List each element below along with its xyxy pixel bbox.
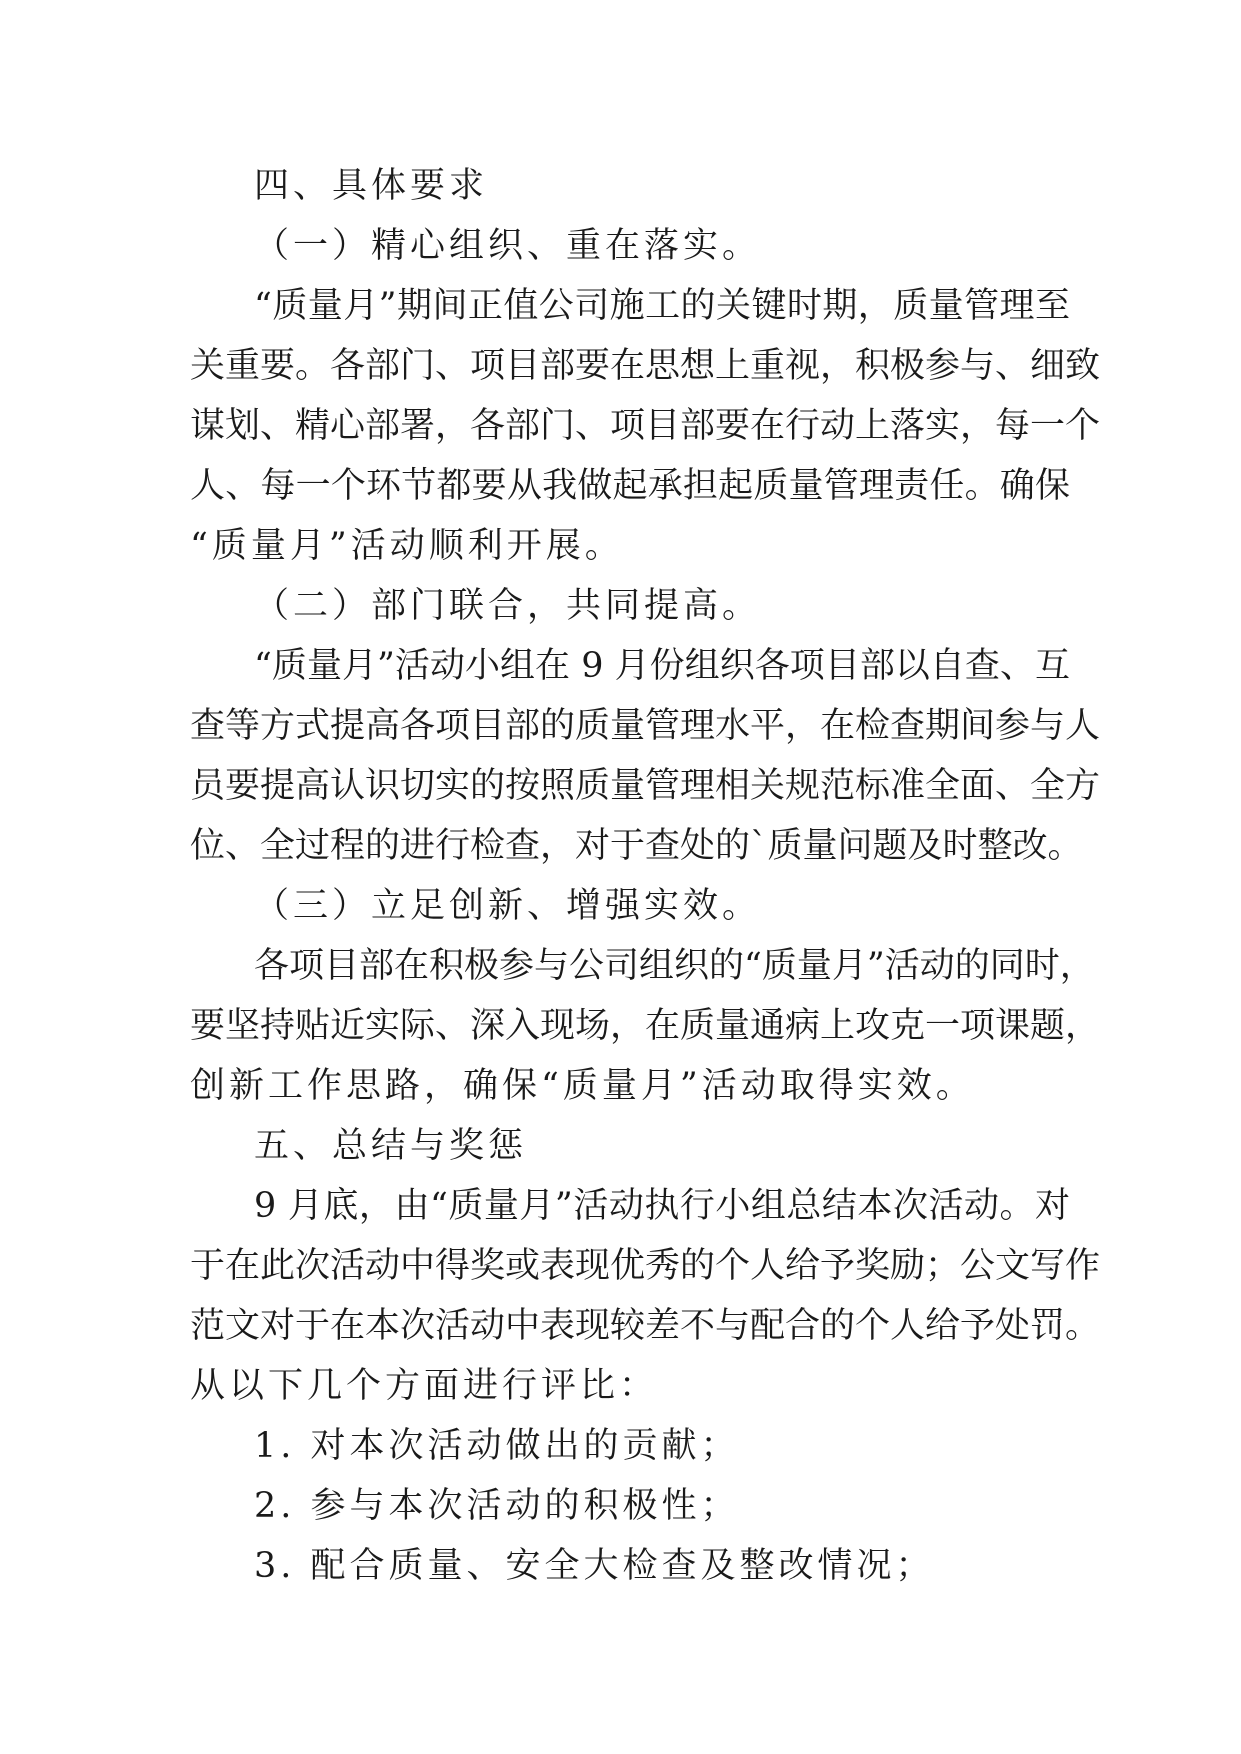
section-heading-summary: 五、总结与奖惩	[254, 1126, 528, 1166]
paragraph-line: 范文对于在本次活动中表现较差不与配合的个人给予处罚。	[190, 1306, 1101, 1346]
paragraph-line: 从以下几个方面进行评比：	[190, 1366, 659, 1406]
paragraph-line: 位、全过程的进行检查，对于查处的`质量问题及时整改。	[190, 826, 1083, 866]
subheading-organize: （一）精心组织、重在落实。	[254, 226, 762, 266]
paragraph-line: 关重要。各部门、项目部要在思想上重视，积极参与、细致	[190, 346, 1101, 386]
list-item: 3. 配合质量、安全大检查及整改情况；	[254, 1546, 935, 1586]
paragraph-line: 9 月底，由“质量月”活动执行小组总结本次活动。对	[254, 1186, 1070, 1226]
paragraph-line: 要坚持贴近实际、深入现场，在质量通病上攻克一项课题，	[190, 1006, 1101, 1046]
paragraph-line: 各项目部在积极参与公司组织的“质量月”活动的同时，	[254, 946, 1095, 986]
paragraph-line: 人、每一个环节都要从我做起承担起质量管理责任。确保	[190, 466, 1070, 506]
paragraph-line: 员要提高认识切实的按照质量管理相关规范标准全面、全方	[190, 766, 1101, 806]
subheading-cooperate: （二）部门联合，共同提高。	[254, 586, 762, 626]
paragraph-line: “质量月”期间正值公司施工的关键时期，质量管理至	[254, 286, 1070, 326]
paragraph-line: “质量月”活动顺利开展。	[190, 526, 624, 566]
list-item: 2. 参与本次活动的积极性；	[254, 1486, 740, 1526]
list-item: 1. 对本次活动做出的贡献；	[254, 1426, 740, 1466]
paragraph-line: 谋划、精心部署，各部门、项目部要在行动上落实，每一个	[190, 406, 1101, 446]
paragraph-line: 创新工作思路，确保“质量月”活动取得实效。	[190, 1066, 975, 1106]
section-heading-requirements: 四、具体要求	[254, 166, 489, 206]
paragraph-line: 查等方式提高各项目部的质量管理水平，在检查期间参与人	[190, 706, 1101, 746]
subheading-innovate: （三）立足创新、增强实效。	[254, 886, 762, 926]
paragraph-line: 于在此次活动中得奖或表现优秀的个人给予奖励；公文写作	[190, 1246, 1101, 1286]
paragraph-line: “质量月”活动小组在 9 月份组织各项目部以自查、互	[254, 646, 1070, 686]
